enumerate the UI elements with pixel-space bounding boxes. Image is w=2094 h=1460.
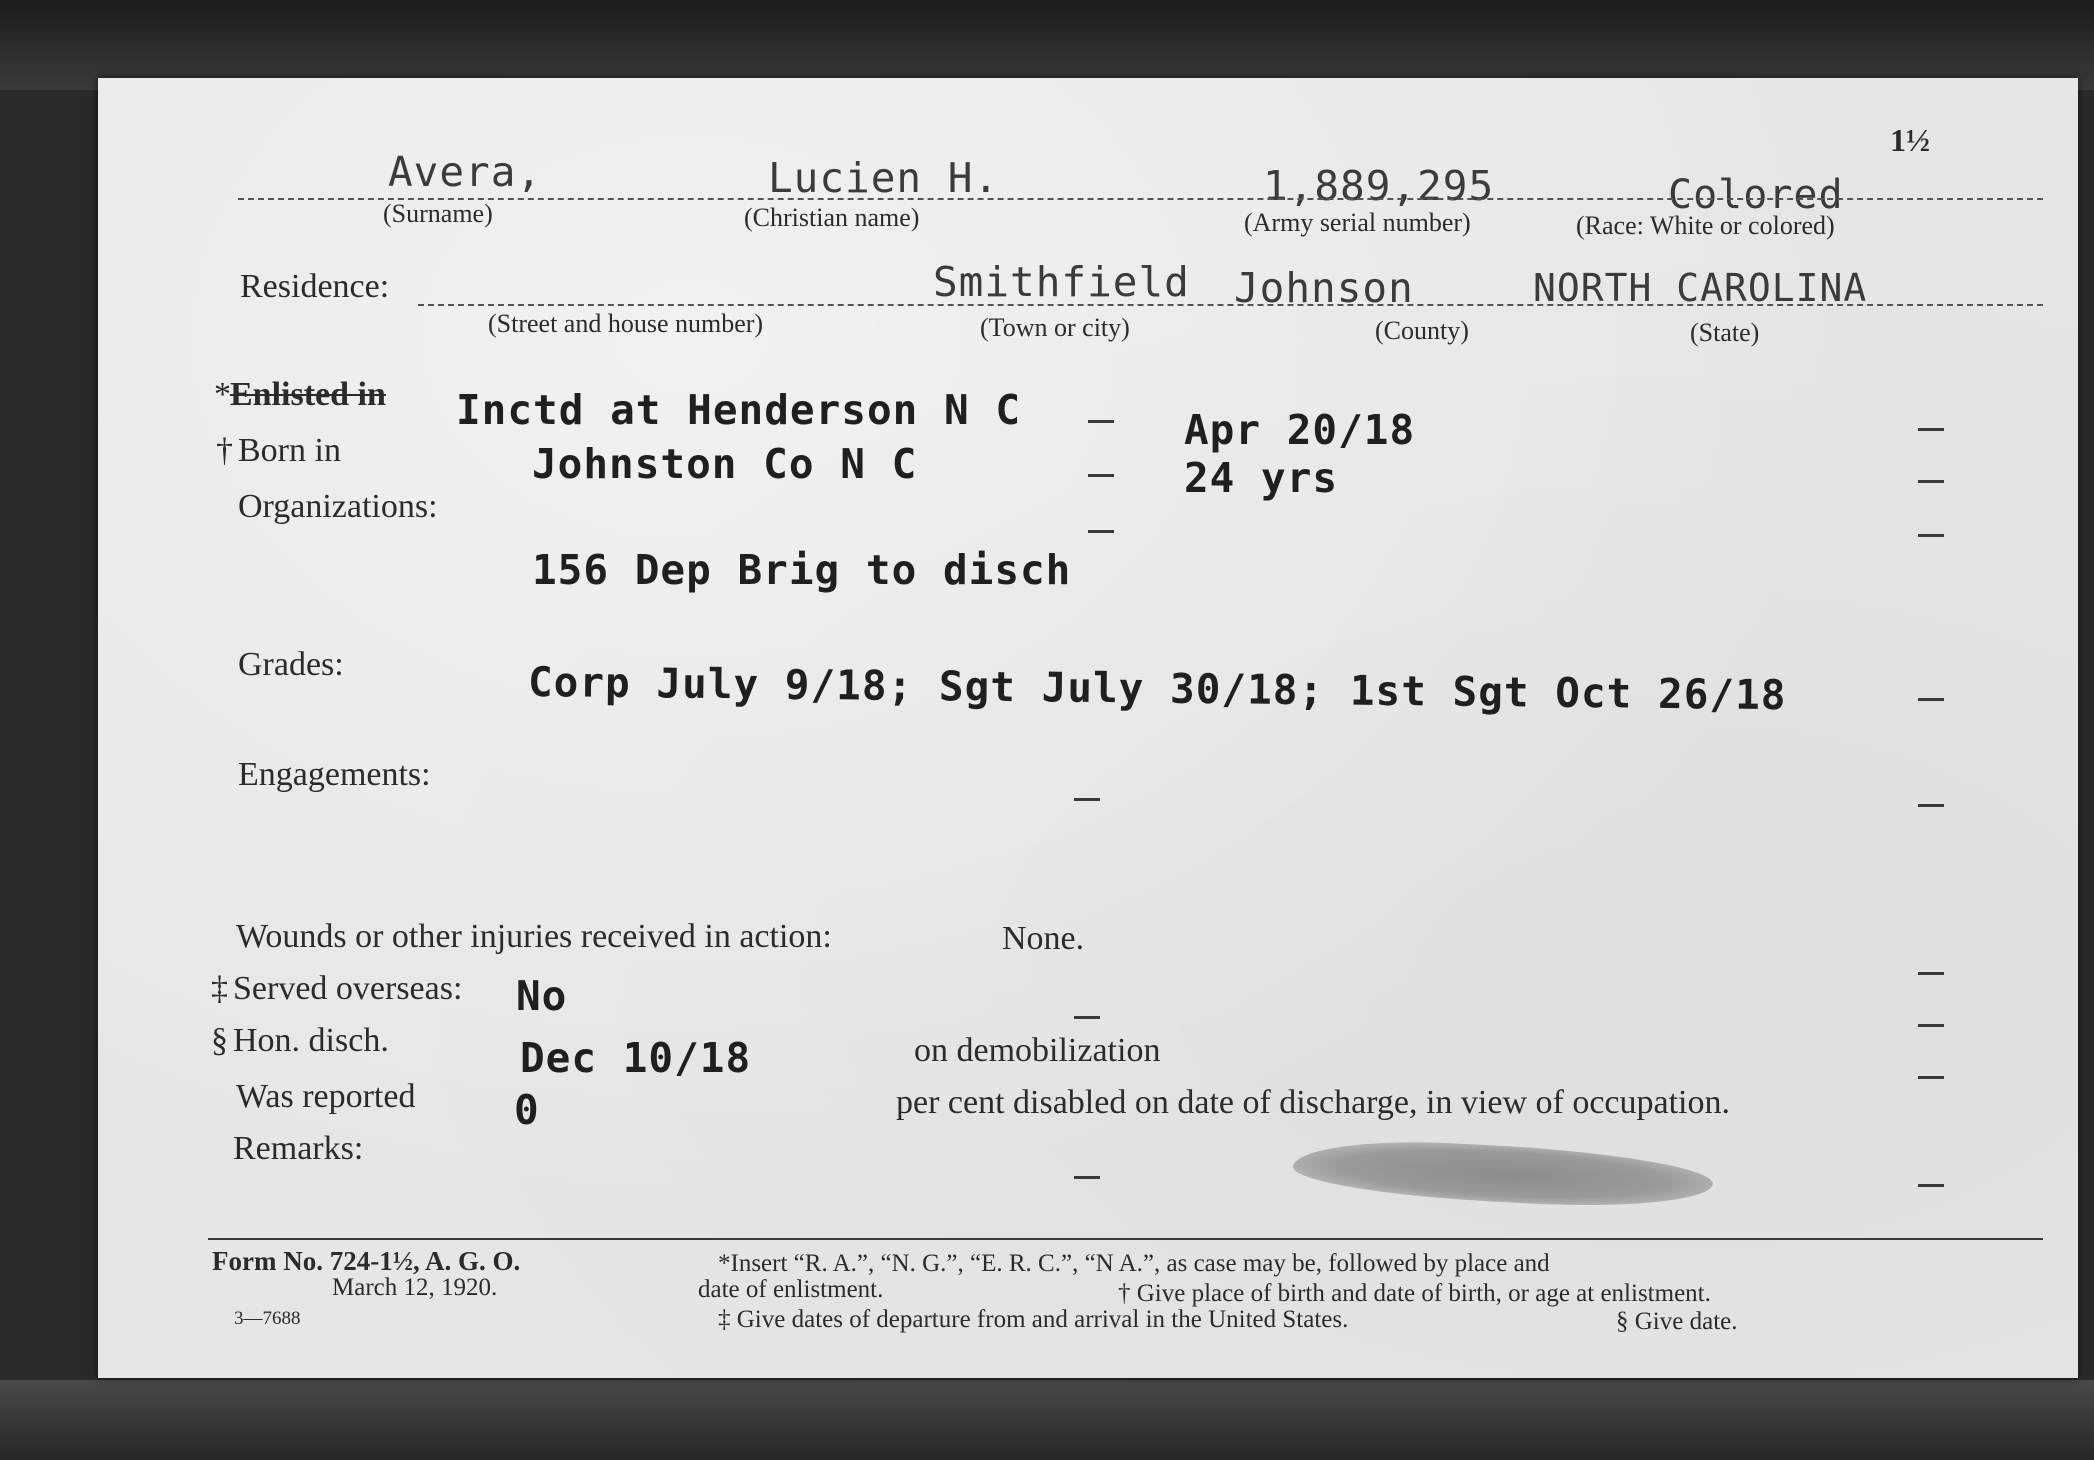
residence-dotted-line (418, 304, 2043, 306)
residence-label: Residence: (240, 268, 390, 305)
wounds-end-dash (1918, 972, 1944, 975)
overseas-marker: ‡ (211, 970, 228, 1007)
christian-name-value: Lucien H. (768, 154, 1000, 202)
born-place: Johnston Co N C (532, 440, 918, 488)
service-record-card (98, 78, 2078, 1378)
enlisted-marker: * (214, 376, 231, 413)
surname-caption: (Surname) (383, 199, 493, 228)
footnote-date: § Give date. (1616, 1308, 1738, 1335)
town-value: Smithfield (933, 258, 1190, 306)
form-date: March 12, 1920. (332, 1274, 498, 1301)
ink-smudge (1292, 1135, 1714, 1213)
footnote-overseas: ‡ Give dates of departure from and arrival in the United States. (718, 1306, 1349, 1333)
born-marker: † (216, 432, 233, 469)
engagements-label: Engagements: (238, 756, 431, 793)
born-age: 24 yrs (1184, 454, 1339, 502)
overseas-dash (1074, 1016, 1100, 1019)
enlisted-end-dash (1918, 428, 1944, 431)
footer-rule (208, 1238, 2043, 1240)
scan-background-top (0, 0, 2094, 90)
footnote-birth: † Give place of birth and date of birth, or age at enlistment. (1118, 1280, 1711, 1307)
overseas-value: No (516, 972, 568, 1020)
christian-name-caption: (Christian name) (744, 203, 920, 232)
wounds-value: None. (1002, 920, 1085, 957)
street-caption: (Street and house number) (488, 309, 764, 338)
scan-background-bottom (0, 1380, 2094, 1460)
surname-value: Avera, (388, 148, 543, 196)
print-code: 3—7688 (234, 1308, 301, 1329)
county-caption: (County) (1375, 316, 1469, 345)
engagements-dash (1074, 798, 1100, 801)
born-dash (1088, 474, 1114, 477)
reported-text: per cent disabled on date of discharge, in view of occupation. (896, 1084, 1730, 1121)
remarks-dash (1074, 1176, 1100, 1179)
serial-number-caption: (Army serial number) (1244, 208, 1471, 237)
grades-end-dash (1918, 698, 1944, 701)
enlisted-label: Enlisted in (230, 376, 386, 413)
grades-label: Grades: (238, 646, 344, 683)
name-dotted-line (238, 198, 2043, 200)
born-label: Born in (238, 432, 341, 469)
overseas-end-dash (1918, 1024, 1944, 1027)
organizations-dash (1088, 530, 1114, 533)
enlisted-dash (1088, 420, 1114, 423)
organizations-value: 156 Dep Brig to disch (532, 546, 1072, 594)
grades-value: Corp July 9/18; Sgt July 30/18; 1st Sgt Oct 26/18 (527, 658, 1787, 720)
race-caption: (Race: White or colored) (1576, 211, 1835, 240)
race-value: Colored (1668, 172, 1844, 218)
organizations-label: Organizations: (238, 488, 438, 525)
enlisted-date: Apr 20/18 (1184, 406, 1416, 454)
card-fraction: 1½ (1890, 122, 1930, 158)
form-number: Form No. 724-1½, A. G. O. (212, 1246, 521, 1276)
born-end-dash (1918, 480, 1944, 483)
remarks-end-dash (1918, 1184, 1944, 1187)
reported-value: 0 (514, 1086, 540, 1134)
discharge-end-dash (1918, 1076, 1944, 1079)
state-value: NORTH CAROLINA (1533, 266, 1868, 310)
reported-label: Was reported (236, 1078, 416, 1115)
discharge-reason: on demobilization (914, 1032, 1161, 1069)
remarks-label: Remarks: (233, 1130, 364, 1167)
state-caption: (State) (1690, 318, 1760, 347)
engagements-end-dash (1918, 804, 1944, 807)
discharge-date: Dec 10/18 (520, 1034, 752, 1082)
enlisted-place: Inctd at Henderson N C (456, 386, 1022, 434)
discharge-label: Hon. disch. (233, 1022, 389, 1059)
discharge-marker: § (211, 1022, 228, 1059)
county-value: Johnson (1234, 264, 1414, 312)
overseas-label: Served overseas: (233, 970, 463, 1007)
serial-number-value: 1,889,295 (1263, 162, 1495, 210)
footnote-enlistment-cont: date of enlistment. (698, 1276, 884, 1303)
organizations-end-dash (1918, 534, 1944, 537)
town-caption: (Town or city) (980, 313, 1130, 342)
footnote-enlistment: *Insert “R. A.”, “N. G.”, “E. R. C.”, “N A.”, as case may be, followed by place and (718, 1250, 1550, 1277)
wounds-label: Wounds or other injuries received in action: (236, 918, 832, 955)
